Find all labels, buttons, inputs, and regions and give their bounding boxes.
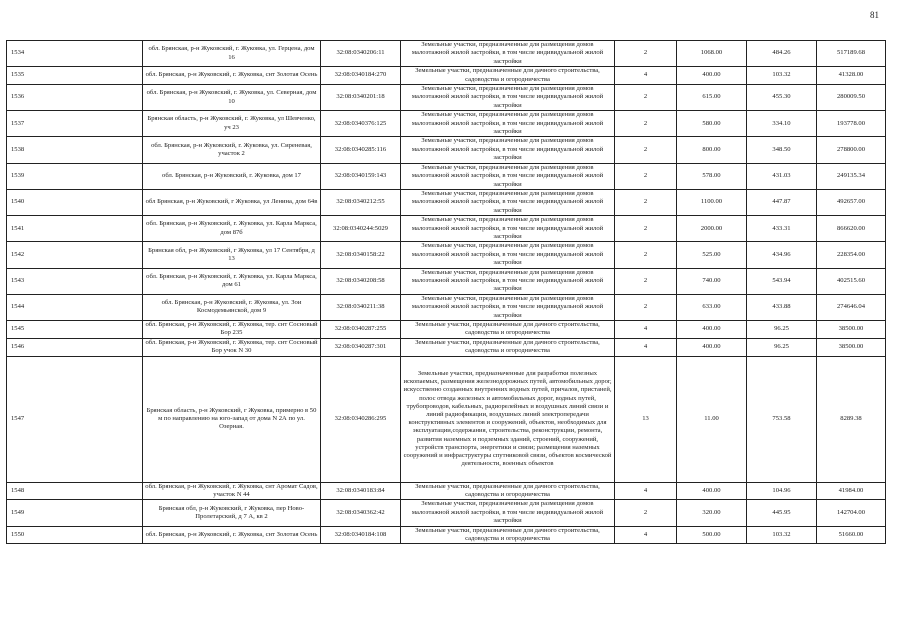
land-purpose-cell: Земельные участки, предназначенные для размещения домов малоэтажной жилой застройки, в том числе индивидуальной жилой застройки — [401, 268, 615, 294]
table-row — [7, 189, 886, 215]
row-number: 1538 — [7, 137, 143, 163]
group-code-cell: 2 — [615, 189, 677, 215]
land-purpose-cell: Земельные участки, предназначенные для размещения домов малоэтажной жилой застройки, в том числе индивидуальной жилой застройки — [401, 137, 615, 163]
cadastral-value-cell: 249135.34 — [817, 163, 886, 189]
group-code-cell: 2 — [615, 163, 677, 189]
cadastral-value-cell: 8289.38 — [817, 356, 886, 482]
group-code-cell: 2 — [615, 111, 677, 137]
address-cell: обл. Брянская, р-н Жуковский, г. Жуковка, ул. Зои Космодемьянской, дом 9 — [143, 294, 321, 320]
area-cell: 320.00 — [677, 500, 747, 526]
row-number: 1548 — [7, 482, 143, 500]
row-number: 1546 — [7, 338, 143, 356]
specific-value-cell: 334.10 — [747, 111, 817, 137]
table-row — [7, 526, 886, 544]
row-number: 1541 — [7, 216, 143, 242]
area-cell: 615.00 — [677, 85, 747, 111]
table-row — [7, 500, 886, 526]
row-number: 1539 — [7, 163, 143, 189]
table-row — [7, 268, 886, 294]
row-number: 1547 — [7, 356, 143, 482]
table-row — [7, 67, 886, 85]
group-code-cell: 2 — [615, 500, 677, 526]
group-code-cell: 4 — [615, 482, 677, 500]
address-cell: Брянская область, р-н Жуковский, г. Жуковка, ул Шевченко, уч 23 — [143, 111, 321, 137]
specific-value-cell: 447.87 — [747, 189, 817, 215]
table-row — [7, 294, 886, 320]
land-purpose-cell: Земельные участки, предназначенные для размещения домов малоэтажной жилой застройки, в том числе индивидуальной жилой застройки — [401, 216, 615, 242]
group-code-cell: 2 — [615, 294, 677, 320]
land-purpose-cell: Земельные участки, предназначенные для дачного строительства, садоводства и огородничества — [401, 321, 615, 339]
page-number: 81 — [870, 10, 879, 20]
cadastral-number-cell: 32:08:0340285:116 — [321, 137, 401, 163]
group-code-cell: 2 — [615, 85, 677, 111]
cadastral-value-cell: 142704.00 — [817, 500, 886, 526]
table-row — [7, 242, 886, 268]
specific-value-cell: 434.96 — [747, 242, 817, 268]
cadastral-value-cell: 492657.00 — [817, 189, 886, 215]
row-number: 1537 — [7, 111, 143, 137]
group-code-cell: 2 — [615, 41, 677, 67]
land-purpose-cell: Земельные участки, предназначенные для дачного строительства, садоводства и огородничества — [401, 526, 615, 544]
row-number: 1545 — [7, 321, 143, 339]
land-purpose-cell: Земельные участки, предназначенные для размещения домов малоэтажной жилой застройки, в том числе индивидуальной жилой застройки — [401, 500, 615, 526]
area-cell: 740.00 — [677, 268, 747, 294]
land-purpose-cell: Земельные участки, предназначенные для размещения домов малоэтажной жилой застройки, в том числе индивидуальной жилой застройки — [401, 111, 615, 137]
row-number: 1549 — [7, 500, 143, 526]
cadastral-value-cell: 280009.50 — [817, 85, 886, 111]
area-cell: 800.00 — [677, 137, 747, 163]
cadastral-number-cell: 32:08:0340201:18 — [321, 85, 401, 111]
address-cell: Брянская обл, р-н Жуковский, г Жуковка, ул 17 Сентября, д 13 — [143, 242, 321, 268]
area-cell: 1068.00 — [677, 41, 747, 67]
specific-value-cell: 431.03 — [747, 163, 817, 189]
area-cell: 633.00 — [677, 294, 747, 320]
area-cell: 1100.00 — [677, 189, 747, 215]
group-code-cell: 4 — [615, 67, 677, 85]
area-cell: 2000.00 — [677, 216, 747, 242]
address-cell: обл. Брянская, р-н Жуковский, г. Жуковка, снт Золотая Осень — [143, 526, 321, 544]
area-cell: 525.00 — [677, 242, 747, 268]
table-row — [7, 482, 886, 500]
row-number: 1543 — [7, 268, 143, 294]
row-number: 1536 — [7, 85, 143, 111]
group-code-cell: 2 — [615, 268, 677, 294]
specific-value-cell: 455.30 — [747, 85, 817, 111]
group-code-cell: 13 — [615, 356, 677, 482]
area-cell: 400.00 — [677, 67, 747, 85]
cadastral-value-table — [6, 40, 886, 544]
cadastral-number-cell: 32:08:0340208:58 — [321, 268, 401, 294]
address-cell: обл. Брянская, р-н Жуковский, г. Жуковка, тер. снт Сосновый Бор учок N 30 — [143, 338, 321, 356]
cadastral-value-cell: 38500.00 — [817, 321, 886, 339]
address-cell: Брянская обл, р-н Жуковский, г Жуковка, пер Ново-Пролетарский, д 7 А, кв 2 — [143, 500, 321, 526]
cadastral-value-cell: 517189.68 — [817, 41, 886, 67]
cadastral-number-cell: 32:08:0340183:84 — [321, 482, 401, 500]
cadastral-value-cell: 866620.00 — [817, 216, 886, 242]
specific-value-cell: 96.25 — [747, 321, 817, 339]
group-code-cell: 2 — [615, 242, 677, 268]
table-row — [7, 85, 886, 111]
area-cell: 580.00 — [677, 111, 747, 137]
cadastral-number-cell: 32:08:0340184:270 — [321, 67, 401, 85]
land-purpose-cell: Земельные участки, предназначенные для размещения домов малоэтажной жилой застройки, в том числе индивидуальной жилой застройки — [401, 242, 615, 268]
cadastral-value-cell: 274646.04 — [817, 294, 886, 320]
row-number: 1535 — [7, 67, 143, 85]
land-purpose-cell: Земельные участки, предназначенные для размещения домов малоэтажной жилой застройки, в том числе индивидуальной жилой застройки — [401, 163, 615, 189]
table-row — [7, 111, 886, 137]
group-code-cell: 2 — [615, 137, 677, 163]
cadastral-number-cell: 32:08:0340158:22 — [321, 242, 401, 268]
area-cell: 578.00 — [677, 163, 747, 189]
group-code-cell: 4 — [615, 338, 677, 356]
specific-value-cell: 433.31 — [747, 216, 817, 242]
group-code-cell: 4 — [615, 526, 677, 544]
specific-value-cell: 103.32 — [747, 526, 817, 544]
address-cell: обл. Брянская, р-н Жуковский, г. Жуковка, ул. Карла Маркса, дом 87б — [143, 216, 321, 242]
table-row — [7, 321, 886, 339]
specific-value-cell: 445.95 — [747, 500, 817, 526]
land-purpose-cell: Земельные участки, предназначенные для размещения домов малоэтажной жилой застройки, в том числе индивидуальной жилой застройки — [401, 189, 615, 215]
table-row — [7, 41, 886, 67]
land-purpose-cell: Земельные участки, предназначенные для разработки полезных ископаемых, размещения железнодорожных путей, автомобильных дорог, искусственно созданных внутренних водных путей, причалов, пристаней, полос отвода железных и автомобильных дорог, водных путей, трубопроводов, кабельных, радиорелейных и воздушных линий связи и линий радиофикации, воздушных линий электропередачи конструктивных элементов и сооружений, объектов, необходимых для эксплуатации,содержания, строительства, реконструкции, ремонта, развития наземных и подземных зданий, строений, сооружений, устройств транспорта, энергетики и связи; размещения наземных сооружений и инфраструктуры спутниковой связи, объектов космической деятельности, военных объектов — [401, 356, 615, 482]
group-code-cell: 4 — [615, 321, 677, 339]
cadastral-value-cell: 193778.00 — [817, 111, 886, 137]
specific-value-cell: 484.26 — [747, 41, 817, 67]
cadastral-number-cell: 32:08:0340206:11 — [321, 41, 401, 67]
address-cell: обл. Брянская, р-н Жуковский, г. Жуковка, ул. Герцена, дом 16 — [143, 41, 321, 67]
table-row — [7, 338, 886, 356]
table-row — [7, 356, 886, 482]
cadastral-value-cell: 228354.00 — [817, 242, 886, 268]
specific-value-cell: 348.50 — [747, 137, 817, 163]
address-cell: обл. Брянская, р-н Жуковский, г. Жуковка, ул. Сиреневая, участок 2 — [143, 137, 321, 163]
land-purpose-cell: Земельные участки, предназначенные для размещения домов малоэтажной жилой застройки, в том числе индивидуальной жилой застройки — [401, 85, 615, 111]
cadastral-number-cell: 32:08:0340287:301 — [321, 338, 401, 356]
table-row — [7, 163, 886, 189]
cadastral-number-cell: 32:08:0340159:143 — [321, 163, 401, 189]
row-number: 1544 — [7, 294, 143, 320]
area-cell: 400.00 — [677, 338, 747, 356]
area-cell: 400.00 — [677, 321, 747, 339]
cadastral-number-cell: 32:08:0340184:108 — [321, 526, 401, 544]
cadastral-number-cell: 32:08:0340287:255 — [321, 321, 401, 339]
table-row — [7, 216, 886, 242]
cadastral-value-cell: 38500.00 — [817, 338, 886, 356]
specific-value-cell: 543.94 — [747, 268, 817, 294]
land-purpose-cell: Земельные участки, предназначенные для размещения домов малоэтажной жилой застройки, в том числе индивидуальной жилой застройки — [401, 294, 615, 320]
address-cell: обл. Брянская, р-н Жуковский, г. Жуковка, дом 17 — [143, 163, 321, 189]
specific-value-cell: 104.96 — [747, 482, 817, 500]
cadastral-value-cell: 278800.00 — [817, 137, 886, 163]
cadastral-value-cell: 51660.00 — [817, 526, 886, 544]
cadastral-value-cell: 41328.00 — [817, 67, 886, 85]
cadastral-number-cell: 32:08:0340362:42 — [321, 500, 401, 526]
group-code-cell: 2 — [615, 216, 677, 242]
row-number: 1534 — [7, 41, 143, 67]
specific-value-cell: 103.32 — [747, 67, 817, 85]
address-cell: обл. Брянская, р-н Жуковский, г. Жуковка, ул. Карла Маркса, дом 61 — [143, 268, 321, 294]
address-cell: обл. Брянская, р-н Жуковский, г. Жуковка, снт Аромат Садов, участок N 44 — [143, 482, 321, 500]
specific-value-cell: 753.58 — [747, 356, 817, 482]
address-cell: Брянская область, р-н Жуковский, г Жуковка, примерно в 50 м по направлению на юго-запад от дома N 2А по ул. Озерная. — [143, 356, 321, 482]
area-cell: 11.00 — [677, 356, 747, 482]
area-cell: 400.00 — [677, 482, 747, 500]
land-purpose-cell: Земельные участки, предназначенные для дачного строительства, садоводства и огородничества — [401, 67, 615, 85]
specific-value-cell: 433.88 — [747, 294, 817, 320]
address-cell: обл. Брянская, р-н Жуковский, г. Жуковка, снт Золотая Осень — [143, 67, 321, 85]
cadastral-number-cell: 32:08:0340244:5029 — [321, 216, 401, 242]
specific-value-cell: 96.25 — [747, 338, 817, 356]
land-purpose-cell: Земельные участки, предназначенные для дачного строительства, садоводства и огородничества — [401, 482, 615, 500]
address-cell: обл. Брянская, р-н Жуковский, г. Жуковка, тер. снт Сосновый Бор 235 — [143, 321, 321, 339]
row-number: 1550 — [7, 526, 143, 544]
address-cell: обл Брянская, р-н Жуковский, г Жуковка, ул Ленина, дом 64в — [143, 189, 321, 215]
address-cell: обл. Брянская, р-н Жуковский, г. Жуковка, ул. Северная, дом 10 — [143, 85, 321, 111]
cadastral-value-cell: 41984.00 — [817, 482, 886, 500]
row-number: 1540 — [7, 189, 143, 215]
row-number: 1542 — [7, 242, 143, 268]
area-cell: 500.00 — [677, 526, 747, 544]
table-row — [7, 137, 886, 163]
land-purpose-cell: Земельные участки, предназначенные для размещения домов малоэтажной жилой застройки, в том числе индивидуальной жилой застройки — [401, 41, 615, 67]
cadastral-number-cell: 32:08:0340376:125 — [321, 111, 401, 137]
cadastral-number-cell: 32:08:0340212:55 — [321, 189, 401, 215]
cadastral-number-cell: 32:08:0340286:295 — [321, 356, 401, 482]
cadastral-number-cell: 32:08:0340211:38 — [321, 294, 401, 320]
cadastral-value-cell: 402515.60 — [817, 268, 886, 294]
land-purpose-cell: Земельные участки, предназначенные для дачного строительства, садоводства и огородничества — [401, 338, 615, 356]
